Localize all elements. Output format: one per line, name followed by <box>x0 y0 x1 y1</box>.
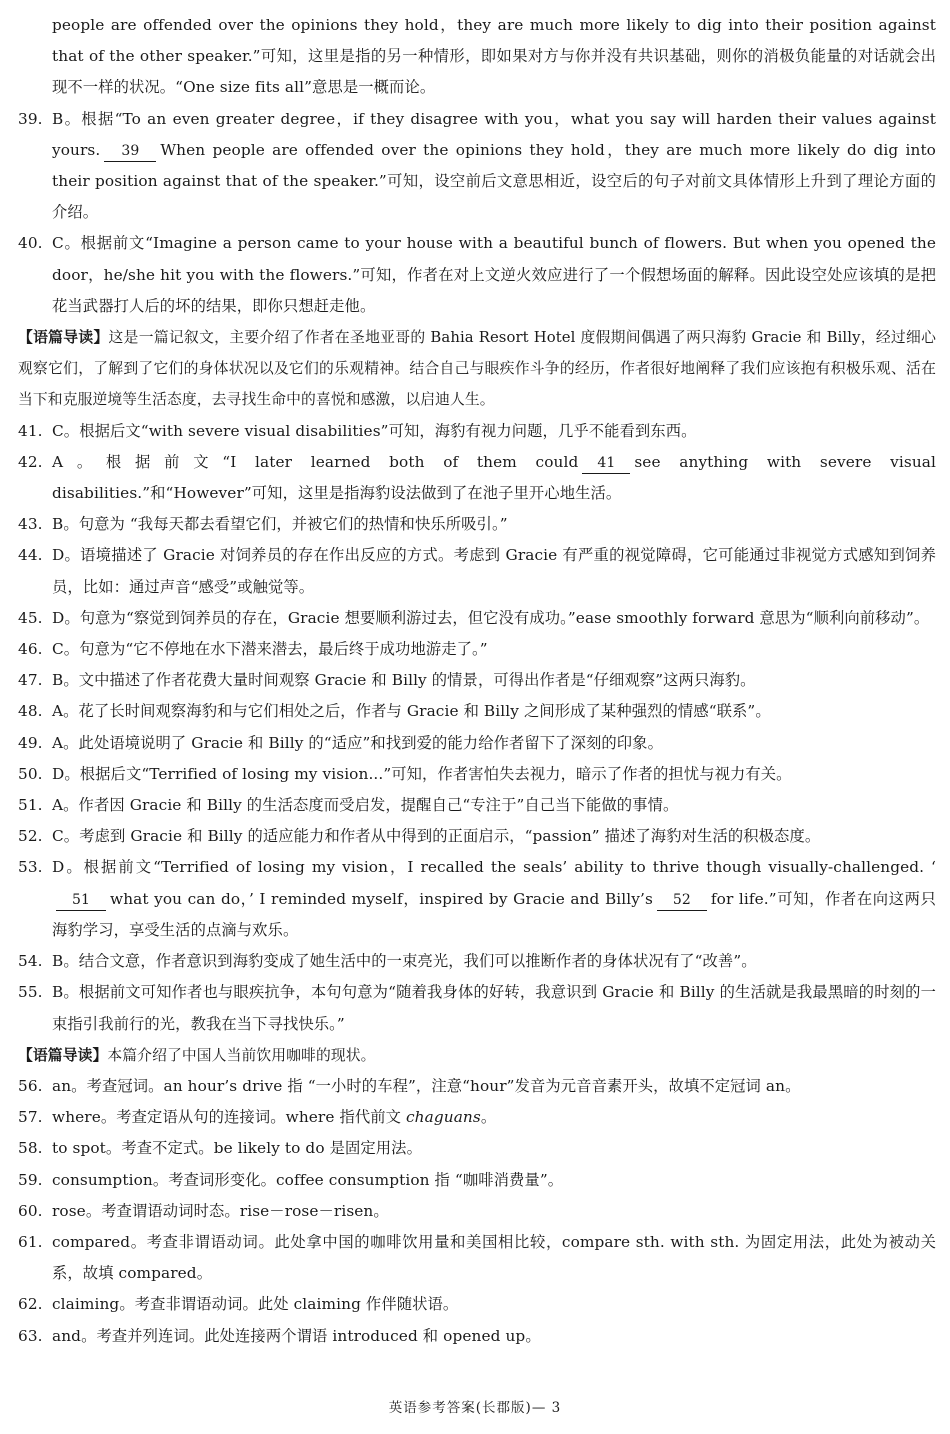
answer-text: where。考查定语从句的连接词。where 指代前文 chaguans。 <box>52 1108 497 1127</box>
answer-number: 45. <box>18 608 43 627</box>
answer-text: claiming。考查非谓语动词。此处 claiming 作伴随状语。 <box>52 1295 459 1314</box>
answer-46 <box>18 634 936 665</box>
answer-text: B。文中描述了作者花费大量时间观察 Gracie 和 Billy 的情景，可得出作者是“仔细观察”这两只海豹。 <box>52 671 756 690</box>
answer-number: 62. <box>18 1295 43 1314</box>
answer-text: B。句意为 “我每天都去看望它们，并被它们的热情和快乐所吸引。” <box>52 515 508 534</box>
answer-text: D。句意为“察觉到饲养员的存在，Gracie 想要顺利游过去，但它没有成功。”ease smoothly forward 意思为“顺利向前移动”。 <box>52 608 930 627</box>
passage-intro-2 <box>18 1040 936 1071</box>
blank-52: 52 <box>657 890 707 911</box>
answer-text: A。花了长时间观察海豹和与它们相处之后，作者与 Gracie 和 Billy 之间形成了某种强烈的情感“联系”。 <box>52 702 771 721</box>
blank-51: 51 <box>56 890 106 911</box>
answer-number: 55. <box>18 983 43 1002</box>
answer-57 <box>18 1102 936 1133</box>
answer-56 <box>18 1071 936 1102</box>
answer-number: 43. <box>18 515 43 534</box>
continued-answer-38: people are offended over the opinions they hold，they are much more likely to dig into their position against that of the other speaker.”可知，这里是指的另一种情形，即如果对方与你并没有共识基础，则你的消极负能量的对话就会出现不一样的状况。“One size fits all”意思是一概而论。 <box>52 16 936 97</box>
answer-text: rose。考查谓语动词时态。rise－rose－risen。 <box>52 1201 389 1220</box>
intro-text: 这是一篇记叙文，主要介绍了作者在圣地亚哥的 Bahia Resort Hotel 度假期间偶遇了两只海豹 Gracie 和 Billy，经过细心观察它们，了解到了它们的身体状况以及它们的乐观精神。结合自己与眼疾作斗争的经历，作者很好地阐释了我们应该抱有积极乐观、活在当下和克服逆境等生活态度，去寻找生命中的喜悦和感激，以启迪人生。 <box>18 329 936 409</box>
answer-text: B。根据“To an even greater degree，if they disagree with you，what you say will harden their values against yours. 39 When people are offended over the opinions they hold，they are much more likely do dig into their position against that of the speaker.”可知，设空前后文意思相近，设空后的句子对前文具体情形上升到了理论方面的介绍。 <box>52 109 936 222</box>
answer-text: A。作者因 Gracie 和 Billy 的生活态度而受启发，提醒自己“专注于”自己当下能做的事情。 <box>52 796 679 815</box>
blank-41: 41 <box>582 453 630 474</box>
answer-number: 61. <box>18 1232 43 1251</box>
answer-55 <box>18 977 936 1039</box>
answer-number: 41. <box>18 421 43 440</box>
answer-text: C。根据后文“with severe visual disabilities”可知，海豹有视力问题，几乎不能看到东西。 <box>52 421 697 440</box>
answer-number: 60. <box>18 1201 43 1220</box>
answer-45 <box>18 603 936 634</box>
answer-39 <box>18 104 936 229</box>
answer-text: and。考查并列连词。此处连接两个谓语 introduced 和 opened up。 <box>52 1326 541 1345</box>
answer-number: 54. <box>18 952 43 971</box>
answer-number: 59. <box>18 1170 43 1189</box>
answer-58 <box>18 1133 936 1164</box>
answer-text: A。根据前文“I later learned both of them could 41 see anything with severe visual disabilities.”和“However”可知，这里是指海豹设法做到了在池子里开心地生活。 <box>52 452 936 503</box>
answer-number: 57. <box>18 1108 43 1127</box>
answer-53 <box>18 852 936 946</box>
page-footer: 英语参考答案(长郡版)— 3 <box>388 1400 562 1416</box>
answer-number: 40. <box>18 234 43 253</box>
answer-number: 42. <box>18 452 43 471</box>
answer-text: to spot。考查不定式。be likely to do 是固定用法。 <box>52 1139 422 1158</box>
answer-text: A。此处语境说明了 Gracie 和 Billy 的“适应”和找到爱的能力给作者留下了深刻的印象。 <box>52 733 663 752</box>
answer-number: 49. <box>18 733 43 752</box>
answer-number: 56. <box>18 1076 43 1095</box>
answer-number: 52. <box>18 827 43 846</box>
answer-number: 39. <box>18 109 43 128</box>
answer-text: C。根据前文“Imagine a person came to your house with a beautiful bunch of flowers. But when you opened the door，he/she hit you with the flowers.”可知，作者在对上文逆火效应进行了一个假想场面的解释。因此设空处应该填的是把花当武器打人后的坏的结果，即你只想赶走他。 <box>52 234 936 315</box>
answer-59 <box>18 1165 936 1196</box>
answer-43 <box>18 509 936 540</box>
answer-47 <box>18 665 936 696</box>
answer-text: consumption。考查词形变化。coffee consumption 指 “咖啡消费量”。 <box>52 1170 564 1189</box>
answer-number: 48. <box>18 702 43 721</box>
answer-number: 53. <box>18 858 43 877</box>
intro-tag: 【语篇导读】 <box>18 1046 108 1064</box>
answer-41 <box>18 416 936 447</box>
answer-number: 46. <box>18 640 43 659</box>
answer-60 <box>18 1196 936 1227</box>
answer-49 <box>18 728 936 759</box>
answer-52 <box>18 821 936 852</box>
answer-number: 63. <box>18 1326 43 1345</box>
answer-50 <box>18 759 936 790</box>
answer-42 <box>18 447 936 509</box>
answer-54 <box>18 946 936 977</box>
answer-number: 58. <box>18 1139 43 1158</box>
answer-text: an。考查冠词。an hour’s drive 指 “一小时的车程”，注意“hour”发音为元音音素开头，故填不定冠词 an。 <box>52 1076 801 1095</box>
passage-intro-1 <box>18 322 936 416</box>
italic-term: chaguans <box>406 1108 481 1127</box>
answer-text: B。根据前文可知作者也与眼疾抗争，本句句意为“随着我身体的好转，我意识到 Gracie 和 Billy 的生活就是我最黑暗的时刻的一束指引我前行的光，教我在当下寻找快乐。” <box>52 983 936 1033</box>
answer-40 <box>18 228 936 322</box>
answer-content <box>18 10 936 1352</box>
answer-text: D。根据后文“Terrified of losing my vision...”可知，作者害怕失去视力，暗示了作者的担忧与视力有关。 <box>52 764 792 783</box>
answer-text: D。根据前文“Terrified of losing my vision，I recalled the seals’ ability to thrive though visually-challenged. ‘51 what you can do，’ I reminded myself，inspired by Gracie and Billy’s 52 for life.”可知，作者在向这两只海豹学习，享受生活的点滴与欢乐。 <box>52 858 936 939</box>
answer-text: D。语境描述了 Gracie 对饲养员的存在作出反应的方式。考虑到 Gracie 有严重的视觉障碍，它可能通过非视觉方式感知到饲养员，比如：通过声音“感受”或触觉等。 <box>52 546 936 596</box>
answer-number: 50. <box>18 764 43 783</box>
answer-text: C。句意为“它不停地在水下潜来潜去，最后终于成功地游走了。” <box>52 640 488 659</box>
answer-51 <box>18 790 936 821</box>
answer-text: compared。考查非谓语动词。此处拿中国的咖啡饮用量和美国相比较，compare sth. with sth. 为固定用法，此处为被动关系，故填 compared。 <box>52 1232 936 1283</box>
answer-number: 44. <box>18 546 43 565</box>
blank-39: 39 <box>104 141 156 162</box>
intro-text: 本篇介绍了中国人当前饮用咖啡的现状。 <box>107 1046 376 1064</box>
answer-63 <box>18 1321 936 1352</box>
answer-62 <box>18 1289 936 1320</box>
answer-number: 47. <box>18 671 43 690</box>
answer-text: C。考虑到 Gracie 和 Billy 的适应能力和作者从中得到的正面启示，“passion” 描述了海豹对生活的积极态度。 <box>52 827 821 846</box>
answer-48 <box>18 696 936 727</box>
answer-61 <box>18 1227 936 1289</box>
answer-44 <box>18 540 936 602</box>
answer-number: 51. <box>18 796 43 815</box>
answer-text: B。结合文意，作者意识到海豹变成了她生活中的一束亮光，我们可以推断作者的身体状况有了“改善”。 <box>52 952 757 971</box>
intro-tag: 【语篇导读】 <box>18 329 109 347</box>
